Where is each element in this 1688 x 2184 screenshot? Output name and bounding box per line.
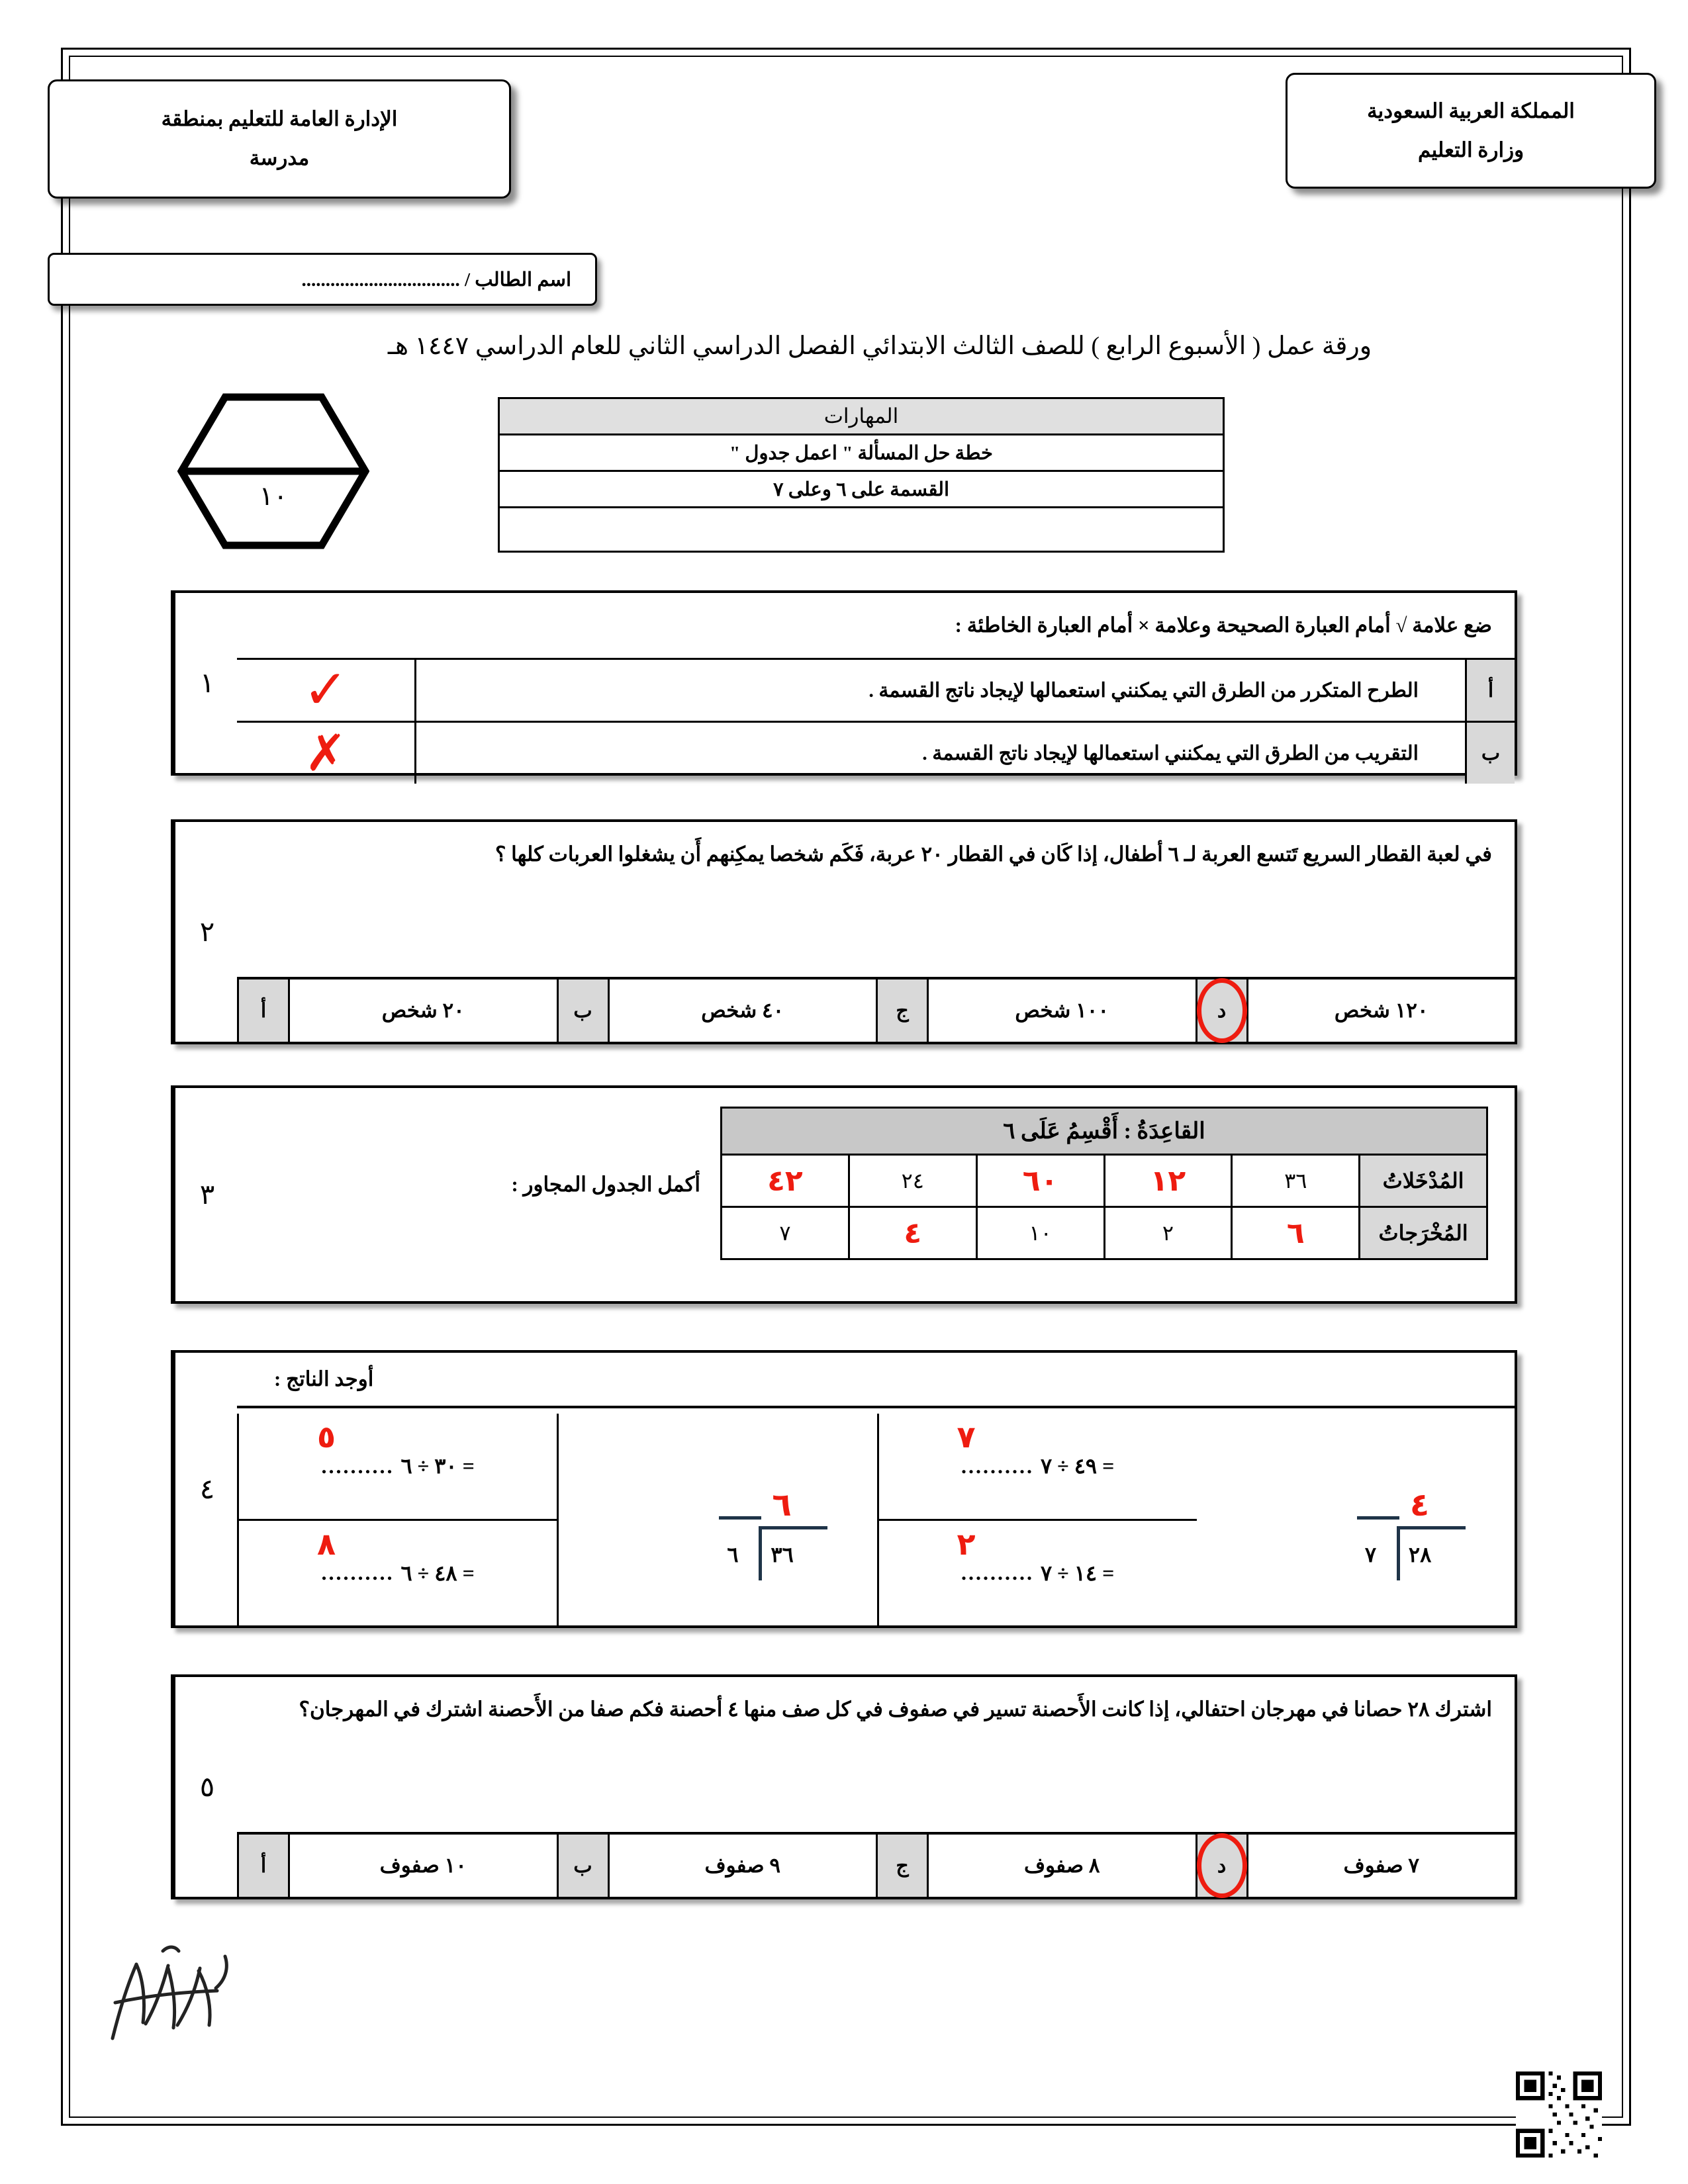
output-cell-4[interactable] <box>849 1207 976 1259</box>
q5-option-a-letter[interactable]: أ <box>237 1835 288 1897</box>
equation-14-7[interactable] <box>879 1521 1197 1626</box>
q2-option-c-letter[interactable]: ج <box>876 979 927 1042</box>
question-3-prompt: أكمل الجدول المجاور : <box>511 1173 700 1196</box>
header-box-administration <box>48 79 511 199</box>
skills-table <box>498 397 1225 553</box>
division-bar-bottom <box>719 1516 761 1520</box>
answer-dots: .......... <box>321 1453 395 1478</box>
output-cell-5[interactable] <box>722 1207 849 1259</box>
skills-row <box>499 471 1224 508</box>
tf-text-b: التقريب من الطرق التي يمكنني استعمالها لإيجاد ناتج القسمة . <box>922 742 1419 764</box>
division-bar-top <box>759 1526 827 1529</box>
output-value-2: ٢ <box>1162 1221 1174 1245</box>
administration-line-2: مدرسة <box>249 146 310 169</box>
output-cell-3[interactable] <box>976 1207 1104 1259</box>
q2-option-b-text[interactable]: ٤٠ شخص <box>608 979 876 1042</box>
question-3-block <box>171 1085 1517 1304</box>
equation-row <box>317 1525 475 1586</box>
division-bar-vertical <box>1397 1526 1400 1580</box>
outputs-row <box>722 1207 1487 1259</box>
question-5-block <box>171 1674 1517 1899</box>
equation-answer: ٥ <box>317 1419 336 1455</box>
header-box-kingdom <box>1286 73 1656 189</box>
input-cell-3[interactable] <box>976 1155 1104 1207</box>
answer-dots: .......... <box>961 1453 1034 1478</box>
question-4-prompt: أوجد الناتج : <box>237 1353 1515 1408</box>
qr-code <box>1516 2071 1602 2158</box>
question-4-number: ٤ <box>173 1353 239 1625</box>
q2-option-a-text[interactable]: ٢٠ شخص <box>288 979 557 1042</box>
output-value-3: ١٠ <box>1029 1221 1052 1245</box>
input-value-1: ٣٦ <box>1284 1169 1307 1193</box>
q5-option-b-letter[interactable]: ب <box>557 1835 608 1897</box>
equation-30-6[interactable] <box>239 1414 557 1521</box>
equation-expression: ٣٠ ÷ ٦ = <box>400 1454 475 1479</box>
q5-option-d-letter[interactable] <box>1196 1835 1246 1897</box>
q5-option-c-text[interactable]: ٨ صفوف <box>927 1835 1196 1897</box>
equation-row <box>317 1419 475 1479</box>
function-rule-table <box>720 1107 1488 1260</box>
input-value-3: ٦٠ <box>1022 1163 1058 1198</box>
equation-expression: ٤٨ ÷ ٦ = <box>400 1561 475 1585</box>
longdivision-28-7[interactable] <box>1197 1414 1515 1625</box>
q2-letter-d: د <box>1217 999 1227 1022</box>
tf-letter-a: أ <box>1465 660 1515 721</box>
tf-text-a: الطرح المتكرر من الطرق التي يمكنني استعمالها لإيجاد ناتج القسمة . <box>868 679 1419 702</box>
question-1-body <box>237 593 1515 783</box>
question-2-block <box>171 819 1517 1044</box>
equation-row <box>957 1419 1115 1479</box>
q5-option-d-text[interactable]: ٧ صفوف <box>1246 1835 1515 1897</box>
question-3-number: ٣ <box>173 1088 239 1301</box>
question-2-number: ٢ <box>173 822 239 1042</box>
tf-answer-b[interactable] <box>237 723 416 784</box>
answer-dots: .......... <box>321 1561 395 1585</box>
longdiv-dividend-2: ٢٨ <box>1408 1543 1432 1567</box>
skill-cell-3 <box>499 508 1224 552</box>
output-cell-2[interactable] <box>1104 1207 1232 1259</box>
q2-option-d-text[interactable]: ١٢٠ شخص <box>1246 979 1515 1042</box>
skills-header-row <box>499 398 1224 435</box>
q5-option-c-letter[interactable]: ج <box>876 1835 927 1897</box>
input-value-2: ١٢ <box>1150 1163 1186 1198</box>
q5-option-b-text[interactable]: ٩ صفوف <box>608 1835 876 1897</box>
rule-header-row <box>722 1108 1487 1155</box>
question-1-block <box>171 590 1517 783</box>
equation-49-7[interactable] <box>879 1414 1197 1521</box>
inputs-row <box>722 1155 1487 1207</box>
output-value-1: ٦ <box>1286 1216 1305 1250</box>
output-value-4: ٤ <box>904 1216 922 1250</box>
question-5-number: ٥ <box>173 1677 239 1897</box>
skills-header-cell: المهارات <box>499 398 1224 435</box>
question-4-body <box>237 1353 1515 1625</box>
equation-answer: ٨ <box>317 1525 336 1562</box>
longdiv-quotient-2: ٤ <box>1409 1486 1430 1524</box>
kingdom-line-1: المملكة العربية السعودية <box>1367 99 1575 122</box>
longdiv-dividend-1: ٣٦ <box>771 1543 794 1567</box>
cross-icon: ✗ <box>305 723 347 783</box>
q2-option-c-text[interactable]: ١٠٠ شخص <box>927 979 1196 1042</box>
tf-row-b <box>237 721 1515 784</box>
signature-stamp <box>99 1939 245 2052</box>
longdiv-divisor-1: ٦ <box>727 1543 739 1567</box>
q2-option-a-letter[interactable]: أ <box>237 979 288 1042</box>
output-value-5: ٧ <box>779 1221 791 1245</box>
skill-cell-1: خطة حل المسألة " اعمل جدول " <box>499 435 1224 471</box>
question-5-prompt: اشترك ٢٨ حصانا في مهرجان احتفالي، إذا كانت الأَحصنة تسير في صفوف في كل صف منها ٤ أحصنة فكم صفا من الأَحصنة اشترك في المهرجان؟ <box>299 1698 1492 1721</box>
outputs-label: المُخْرَجاتُ <box>1360 1207 1487 1259</box>
score-value: ١٠ <box>259 481 288 511</box>
longdivision-36-6[interactable] <box>559 1414 876 1625</box>
q5-letter-d: د <box>1217 1854 1227 1877</box>
equation-answer: ٧ <box>957 1419 976 1455</box>
skill-cell-2: القسمة على ٦ وعلى ٧ <box>499 471 1224 508</box>
question-1-prompt: ضع علامة √ أمام العبارة الصحيحة وعلامة × أمام العبارة الخاطئة : <box>955 614 1492 637</box>
longdiv-quotient-1: ٦ <box>772 1486 792 1524</box>
question-5-body <box>237 1677 1515 1897</box>
student-name-field[interactable] <box>48 253 597 306</box>
question-1-number: ١ <box>173 593 239 773</box>
question-4-block <box>171 1350 1517 1628</box>
longdiv-divisor-2: ٧ <box>1364 1543 1377 1567</box>
skills-row <box>499 435 1224 471</box>
rule-header-cell: القاعِدَةُ : أَقْسِمُ عَلَى ٦ <box>722 1108 1487 1155</box>
question-2-body <box>237 822 1515 1042</box>
input-cell-5[interactable] <box>722 1155 849 1207</box>
division-bar-vertical <box>759 1526 762 1580</box>
division-bar-top <box>1397 1526 1466 1529</box>
student-name-label: اسم الطالب / ................................. <box>301 269 571 291</box>
q2-option-b-letter[interactable]: ب <box>557 979 608 1042</box>
input-cell-4[interactable] <box>849 1155 976 1207</box>
q5-option-a-text[interactable]: ١٠ صفوف <box>288 1835 557 1897</box>
question-5-options <box>237 1832 1515 1897</box>
kingdom-line-2: وزارة التعليم <box>1417 138 1524 161</box>
q4-col-longdiv-1 <box>557 1414 876 1625</box>
input-value-5: ٤٢ <box>767 1163 803 1198</box>
administration-line-1: الإدارة العامة للتعليم بمنطقة <box>161 107 398 131</box>
output-cell-1[interactable] <box>1232 1207 1360 1259</box>
equation-expression: ١٤ ÷ ٧ = <box>1040 1561 1115 1585</box>
q4-col-equations-7 <box>877 1414 1197 1625</box>
q4-col-equations-6 <box>237 1414 557 1625</box>
input-cell-2[interactable] <box>1104 1155 1232 1207</box>
score-hexagon <box>177 392 369 551</box>
answer-dots: .......... <box>961 1561 1034 1585</box>
equation-expression: ٤٩ ÷ ٧ = <box>1040 1454 1115 1479</box>
q4-col-longdiv-2 <box>1197 1414 1515 1625</box>
inputs-label: المُدْخَلاتُ <box>1360 1155 1487 1207</box>
equation-48-6[interactable] <box>239 1521 557 1626</box>
equation-row <box>957 1525 1115 1586</box>
question-4-grid <box>237 1414 1515 1625</box>
tf-row-a <box>237 658 1515 721</box>
checkmark-icon: ✓ <box>303 659 349 722</box>
division-bar-bottom <box>1357 1516 1399 1520</box>
question-3-body <box>237 1088 1515 1301</box>
question-2-prompt: في لعبة القطار السريع تَتسع العربة لـ ٦ أطفال، إذا كَان في القطار ٢٠ عربة، فَكَم شخصا يمكِنهم أَن يشغلوا العربات كلها ؟ <box>494 842 1492 866</box>
hexagon-icon <box>177 392 369 551</box>
input-cell-1[interactable] <box>1232 1155 1360 1207</box>
equation-answer: ٢ <box>957 1525 976 1562</box>
page-title: ورقة عمل ( الأسبوع الرابع ) للصف الثالث الابتدائي الفصل الدراسي الثاني للعام الدراسي ١٤٤٧ هـ <box>387 332 1372 360</box>
input-value-4: ٢٤ <box>901 1169 924 1193</box>
tf-letter-b: ب <box>1465 723 1515 784</box>
skills-row <box>499 508 1224 552</box>
question-2-options <box>237 977 1515 1042</box>
tf-answer-a[interactable] <box>237 660 416 721</box>
q2-option-d-letter[interactable] <box>1196 979 1246 1042</box>
